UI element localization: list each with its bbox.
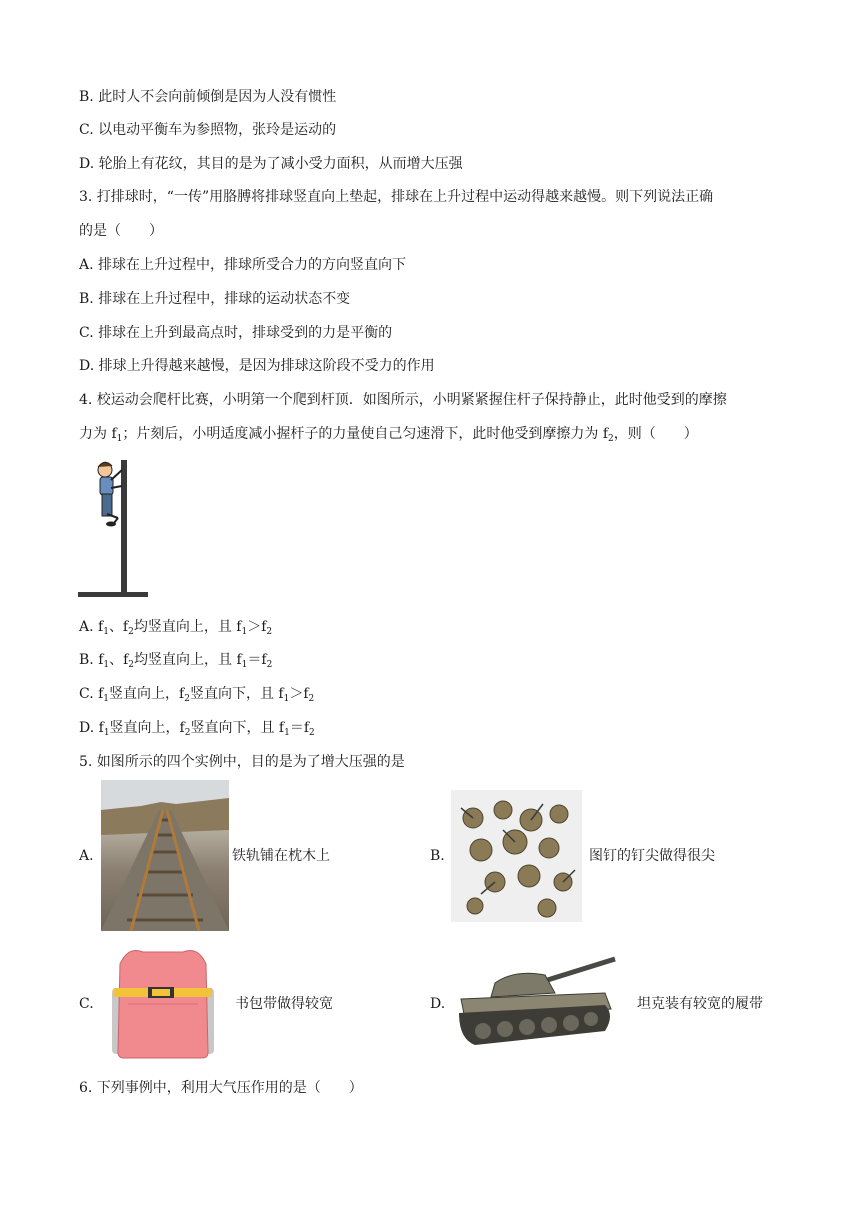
q3-stem-line2: 的是（ ）	[79, 223, 163, 239]
q5-option-a-letter: A.	[79, 848, 94, 864]
q5-option-d-text: 坦克装有较宽的履带	[637, 996, 763, 1012]
q2-option-d: D. 轮胎上有花纹，其目的是为了减小受力面积，从而增大压强	[79, 156, 463, 172]
q5-option-a-text: 铁轨铺在枕木上	[232, 848, 330, 864]
q5-option-c-text: 书包带做得较宽	[235, 996, 333, 1012]
q3-option-a: A. 排球在上升过程中，排球所受合力的方向竖直向下	[79, 257, 407, 273]
q5-option-c-letter: C.	[79, 996, 94, 1012]
pole-climbing-figure	[78, 458, 150, 600]
q3-stem-line1: 3. 打排球时，“一传”用胳膊将排球竖直向上垫起，排球在上升过程中运动得越来越慢。则下列说法正确	[79, 189, 714, 205]
q4-stem-line2: 力为 $f_1$；片刻后，小明适度减小握杆子的力量使自己匀速滑下，此时他受到摩擦力为 $f_2$，则（ ）	[79, 426, 698, 444]
q4-option-c: C. $f_1$竖直向上，$f_2$竖直向下，且 $f_1>f_2$	[79, 686, 315, 704]
railway-image	[101, 780, 229, 931]
tank-image	[455, 953, 619, 1054]
q5-option-d-letter: D.	[430, 996, 446, 1012]
q5-option-b-letter: B.	[430, 848, 445, 864]
q4-stem-line1: 4. 校运动会爬杆比赛，小明第一个爬到杆顶．如图所示，小明紧紧握住杆子保持静止，此时他受到的摩擦	[79, 392, 727, 408]
q4-option-b: B. $f_1$、$f_2$均竖直向上，且 $f_1=f_2$	[79, 652, 273, 670]
q2-option-b: B. 此时人不会向前倾倒是因为人没有惯性	[79, 89, 337, 105]
q5-stem: 5. 如图所示的四个实例中，目的是为了增大压强的是	[79, 754, 405, 770]
thumbtacks-image	[451, 790, 582, 922]
q3-option-b: B. 排球在上升过程中，排球的运动状态不变	[79, 291, 351, 307]
q3-option-c: C. 排球在上升到最高点时，排球受到的力是平衡的	[79, 325, 393, 341]
backpack-image	[108, 944, 218, 1059]
q4-option-d: D. $f_1$竖直向上，$f_2$竖直向下，且 $f_1=f_2$	[79, 720, 315, 738]
q3-option-d: D. 排球上升得越来越慢，是因为排球这阶段不受力的作用	[79, 358, 435, 374]
q2-option-c: C. 以电动平衡车为参照物，张玲是运动的	[79, 122, 337, 138]
q4-option-a: A. $f_1$、$f_2$均竖直向上，且 $f_1>f_2$	[79, 619, 273, 637]
q6-stem: 6. 下列事例中，利用大气压作用的是（ ）	[79, 1080, 363, 1096]
q5-option-b-text: 图钉的钉尖做得很尖	[589, 848, 715, 864]
